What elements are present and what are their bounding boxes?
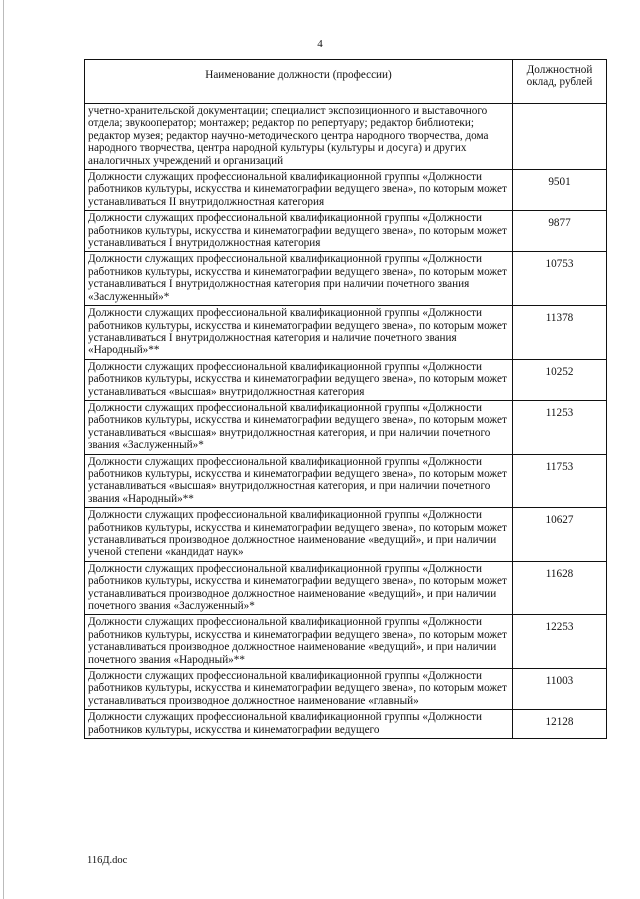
salary-value: 10753: [513, 252, 607, 306]
footer-file-name: 116Д.doc: [87, 855, 128, 866]
position-name: Должности служащих профессиональной квалификационной группы «Должности работников культуры, искусства и кинематографии ведущего звена», по которым может устанавливаться производное должностное наименование «ведущий», и при наличии почетного звания «Народный»**: [85, 615, 513, 669]
salary-value: 11253: [513, 400, 607, 454]
salary-value: 12253: [513, 615, 607, 669]
page-number: 4: [317, 38, 323, 50]
position-name: Должности служащих профессиональной квалификационной группы «Должности работников культуры, искусства и кинематографии ведущего звена», по которым может устанавливаться «высшая» внутридолжностная категория, и при наличии почетного звания «Заслуженный»*: [85, 400, 513, 454]
table-row: [85, 170, 607, 211]
salary-value: 11628: [513, 561, 607, 615]
table-row: [85, 211, 607, 252]
salary-value: 11378: [513, 306, 607, 360]
header-position-name: Наименование должности (профессии): [85, 60, 513, 104]
position-name: Должности служащих профессиональной квалификационной группы «Должности работников культуры, искусства и кинематографии ведущего звена», по которым может устанавливаться «высшая» внутридолжностная категория: [85, 359, 513, 400]
header-salary: Должностной оклад, рублей: [513, 60, 607, 104]
position-name: Должности служащих профессиональной квалификационной группы «Должности работников культуры, искусства и кинематографии ведущего звена», по которым может устанавливаться II внутридолжностная категория: [85, 170, 513, 211]
table-row: [85, 306, 607, 360]
salary-value: 12128: [513, 710, 607, 739]
scan-margin-mark: [3, 0, 4, 899]
salary-value: 11753: [513, 454, 607, 508]
table-row: [85, 561, 607, 615]
salary-value: 9501: [513, 170, 607, 211]
position-name: Должности служащих профессиональной квалификационной группы «Должности работников культуры, искусства и кинематографии ведущего: [85, 710, 513, 739]
salary-value: 10252: [513, 359, 607, 400]
table-row: [85, 669, 607, 710]
table-row: [85, 508, 607, 562]
table-row: [85, 710, 607, 739]
table-row: [85, 252, 607, 306]
salary-value: [513, 104, 607, 170]
position-name: Должности служащих профессиональной квалификационной группы «Должности работников культуры, искусства и кинематографии ведущего звена», по которым может устанавливаться производное должностное наименование «ведущий», и при наличии ученой степени «кандидат наук»: [85, 508, 513, 562]
table-header-row: [85, 60, 607, 104]
salary-table: [84, 59, 607, 739]
position-name: Должности служащих профессиональной квалификационной группы «Должности работников культуры, искусства и кинематографии ведущего звена», по которым может устанавливаться I внутридолжностная категория при наличии почетного звания «Заслуженный»*: [85, 252, 513, 306]
table-row: [85, 615, 607, 669]
salary-value: 9877: [513, 211, 607, 252]
position-name: Должности служащих профессиональной квалификационной группы «Должности работников культуры, искусства и кинематографии ведущего звена», по которым может устанавливаться I внутридолжностная категория и наличие почетного звания «Народный»**: [85, 306, 513, 360]
position-name: учетно-хранительской документации; специалист экспозиционного и выставочного отдела; звукооператор; монтажер; редактор по репертуару; редактор библиотеки; редактор музея; редактор научно-методического центра народного творчества, дома народного творчества, центра народной культуры (культуры и досуга) и других аналогичных учреждений и организаций: [85, 104, 513, 170]
table-row: [85, 359, 607, 400]
table-row: [85, 454, 607, 508]
position-name: Должности служащих профессиональной квалификационной группы «Должности работников культуры, искусства и кинематографии ведущего звена», по которым может устанавливаться производное должностное наименование «главный»: [85, 669, 513, 710]
table-row: [85, 400, 607, 454]
salary-value: 10627: [513, 508, 607, 562]
position-name: Должности служащих профессиональной квалификационной группы «Должности работников культуры, искусства и кинематографии ведущего звена», по которым может устанавливаться «высшая» внутридолжностная категория, и при наличии почетного звания «Народный»**: [85, 454, 513, 508]
salary-value: 11003: [513, 669, 607, 710]
position-name: Должности служащих профессиональной квалификационной группы «Должности работников культуры, искусства и кинематографии ведущего звена», по которым может устанавливаться производное должностное наименование «ведущий», и при наличии почетного звания «Заслуженный»*: [85, 561, 513, 615]
table-row: [85, 104, 607, 170]
position-name: Должности служащих профессиональной квалификационной группы «Должности работников культуры, искусства и кинематографии ведущего звена», по которым может устанавливаться I внутридолжностная категория: [85, 211, 513, 252]
